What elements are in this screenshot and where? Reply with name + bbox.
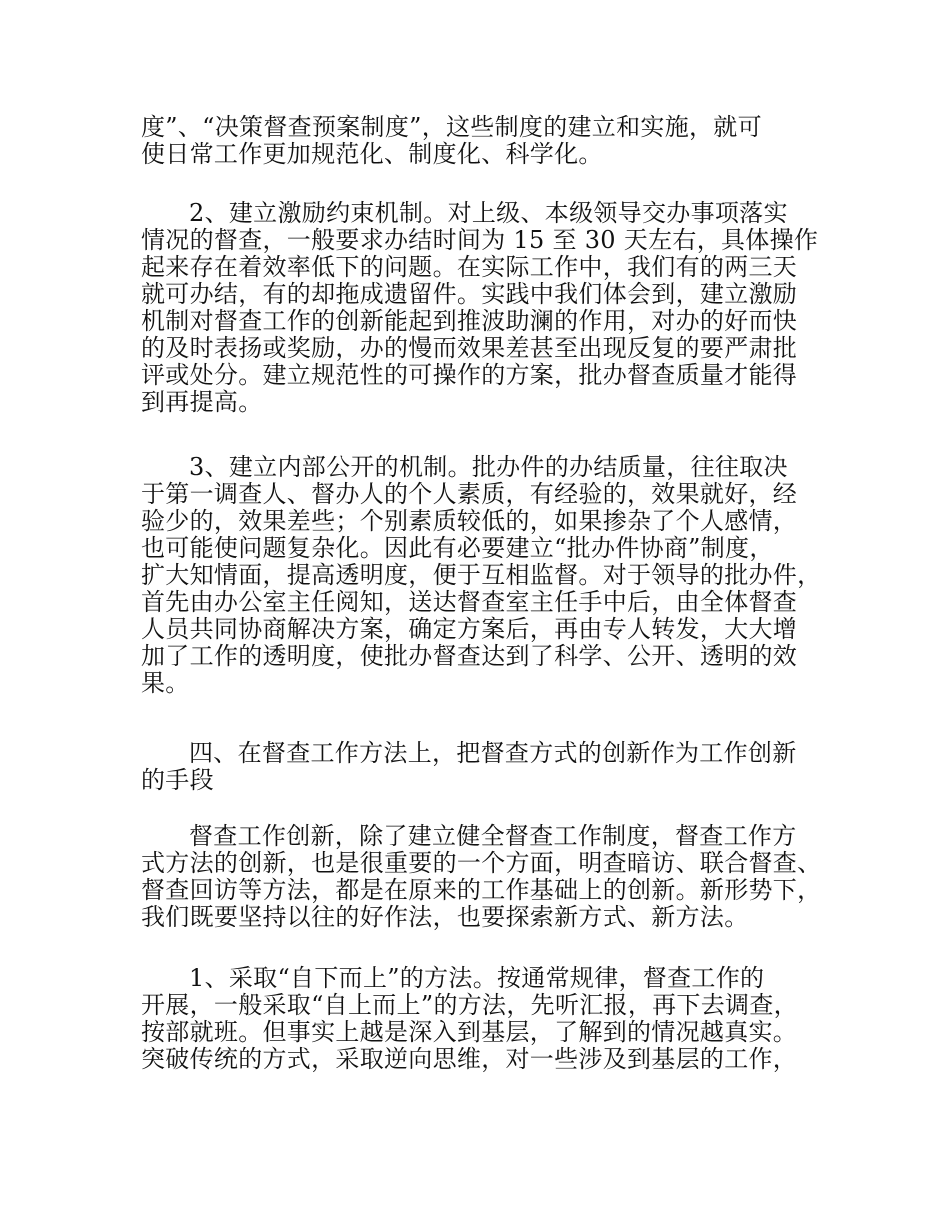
- text-line: 人员共同协商解决方案，确定方案后，再由专人转发，大大增: [141, 615, 798, 643]
- paragraph-supervision-innovation: [141, 823, 821, 931]
- text-line: 我们既要坚持以往的好作法，也要探索新方式、新方法。: [141, 903, 749, 931]
- text-line: 起来存在着效率低下的问题。在实际工作中，我们有的两三天: [141, 253, 798, 281]
- text-line: 督查工作创新，除了建立健全督查工作制度，督查工作方: [189, 822, 797, 850]
- text-line: 验少的，效果差些；个别素质较低的，如果掺杂了个人感情，: [141, 507, 798, 535]
- text-line: 的手段: [141, 766, 214, 794]
- text-line: 于第一调查人、督办人的个人素质，有经验的，效果就好，经: [141, 480, 798, 508]
- text-line: 突破传统的方式，采取逆向思维，对一些涉及到基层的工作，: [141, 1045, 798, 1073]
- text-line: 1、采取“自下而上”的方法。按通常规律，督查工作的: [189, 964, 765, 992]
- text-line: 机制对督查工作的创新能起到推波助澜的作用，对办的好而快: [141, 307, 798, 335]
- text-line: 到再提高。: [141, 388, 263, 416]
- text-line: 度”、“决策督查预案制度”，这些制度的建立和实施，就可: [141, 113, 762, 141]
- text-line: 开展，一般采取“自上而上”的方法，先听汇报，再下去调查，: [141, 991, 798, 1019]
- text-line: 的及时表扬或奖励，办的慢而效果差甚至出现反复的要严肃批: [141, 334, 798, 362]
- paragraph-internal-openness: [141, 454, 821, 697]
- text-line: 首先由办公室主任阅知，送达督查室主任手中后，由全体督查: [141, 588, 798, 616]
- text-line: 四、在督查工作方法上，把督查方式的创新作为工作创新: [189, 739, 797, 767]
- text-line: 按部就班。但事实上越是深入到基层，了解到的情况越真实。: [141, 1018, 798, 1046]
- text-line: 扩大知情面，提高透明度，便于互相监督。对于领导的批办件，: [141, 561, 822, 589]
- text-line: 式方法的创新，也是很重要的一个方面，明查暗访、联合督查、: [141, 849, 822, 877]
- paragraph-bottom-up-method: [141, 965, 821, 1073]
- paragraph-continuation: [141, 114, 821, 168]
- text-line: 情况的督查，一般要求办结时间为 15 至 30 天左右，具体操作: [141, 226, 819, 254]
- text-line: 使日常工作更加规范化、制度化、科学化。: [141, 140, 603, 168]
- text-line: 果。: [141, 669, 190, 697]
- paragraph-incentive-mechanism: [141, 200, 821, 416]
- text-line: 也可能使问题复杂化。因此有必要建立“批办件协商”制度，: [141, 534, 774, 562]
- text-line: 加了工作的透明度，使批办督查达到了科学、公开、透明的效: [141, 642, 798, 670]
- text-line: 评或处分。建立规范性的可操作的方案，批办督查质量才能得: [141, 361, 798, 389]
- text-line: 督查回访等方法，都是在原来的工作基础上的创新。新形势下，: [141, 876, 822, 904]
- text-line: 就可办结，有的却拖成遗留件。实践中我们体会到，建立激励: [141, 280, 798, 308]
- section-heading-four: [141, 740, 821, 794]
- text-line: 2、建立激励约束机制。对上级、本级领导交办事项落实: [189, 199, 788, 227]
- text-line: 3、建立内部公开的机制。批办件的办结质量，往往取决: [189, 453, 788, 481]
